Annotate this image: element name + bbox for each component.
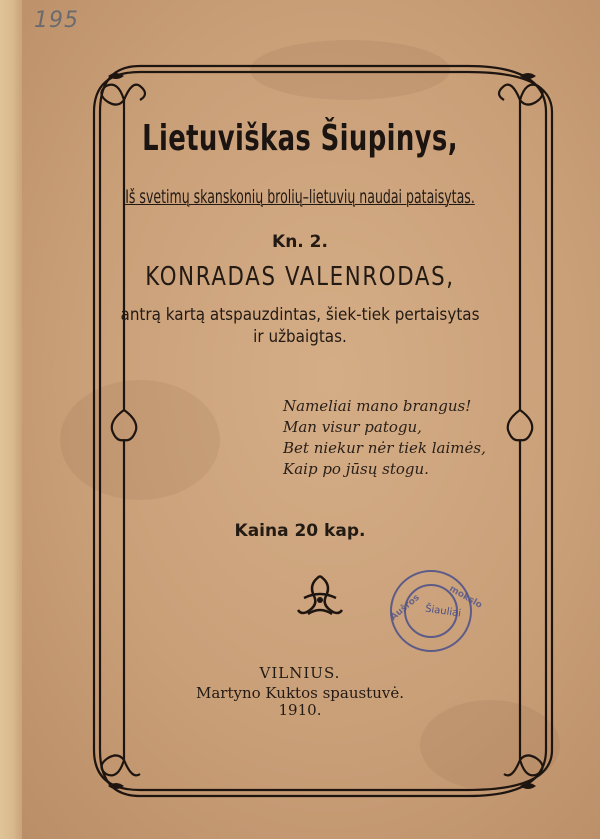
work-title: KONRADAS VALENRODAS, <box>145 262 455 292</box>
shelf-mark: 195 <box>34 8 79 33</box>
cover-title: Lietuviškas Šiupinys, <box>142 118 458 159</box>
edition-line: antrą kartą atspauzdintas, šiek-tiek pertaisytas <box>120 305 480 324</box>
verse-line: Kaip po jūsų stogu. <box>283 460 429 478</box>
stamp-center-text: Šiauliai <box>424 603 462 620</box>
cover-subtitle: Iš svetimų skanskonių brolių–lietuvių naudai pataisytas. <box>125 186 475 208</box>
imprint-printer: Martyno Kuktos spaustuvė. <box>196 684 404 702</box>
edition-note <box>24 304 576 348</box>
imprint-city: VILNIUS. <box>259 664 341 682</box>
svg-text:Aušros: Aušros <box>388 592 422 623</box>
book-number: Kn. 2. <box>272 232 328 252</box>
center-ornament-icon <box>290 570 350 620</box>
verse-line: Bet niekur nėr tiek laimės, <box>283 439 486 457</box>
price: Kaina 20 kap. <box>234 521 366 541</box>
epigraph-verse <box>283 396 486 480</box>
verse-line: Nameliai mano brangus! <box>283 397 472 415</box>
imprint-year: 1910. <box>278 701 322 719</box>
edition-line: ir užbaigtas. <box>253 327 347 346</box>
svg-text:mokslo: mokslo <box>447 584 484 611</box>
verse-line: Man visur patogu, <box>283 418 422 436</box>
